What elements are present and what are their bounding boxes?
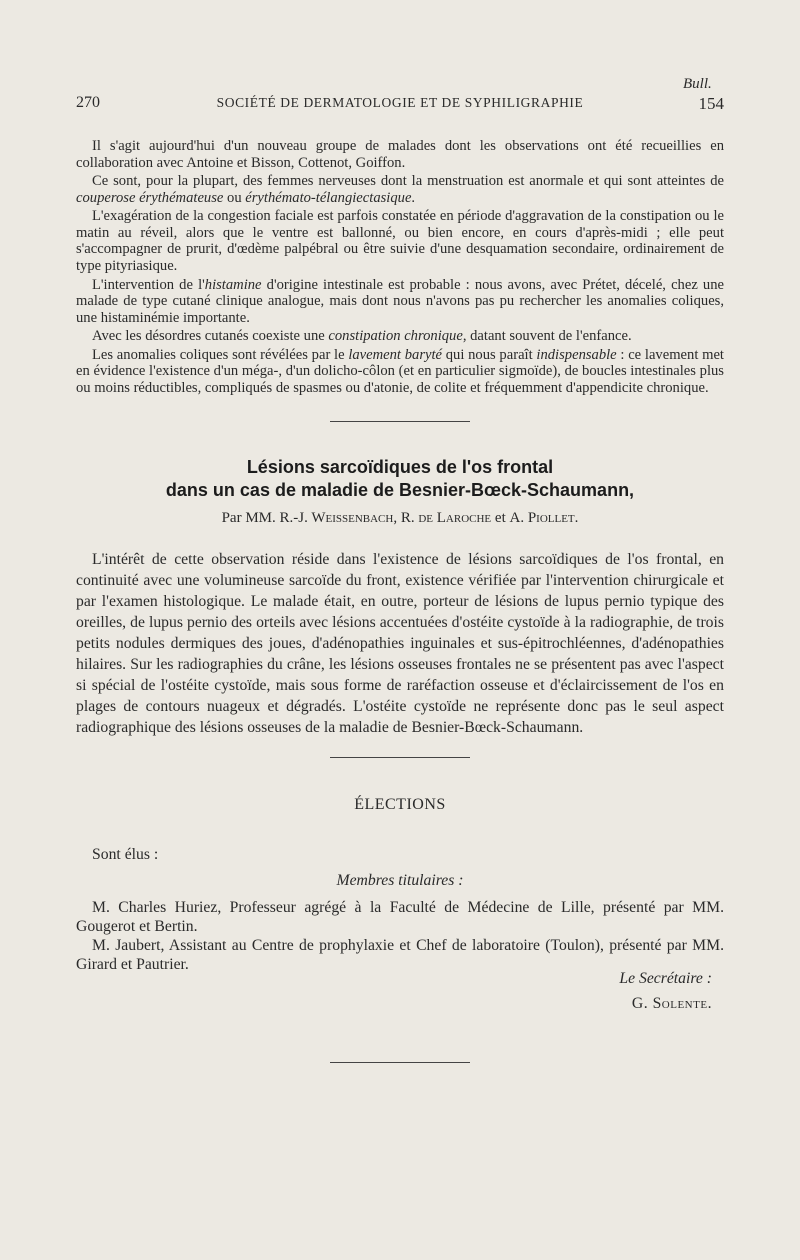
article-body — [76, 549, 724, 738]
article-title — [76, 456, 724, 502]
paragraph: L'intérêt de cette observation réside dans l'existence de lésions sarcoïdiques de l'os frontal, en continuité avec une volumineuse sarcoïde du front, existence vérifiée par l'intervention chirurgicale et par l'examen histologique. Le malade était, en outre, porteur de lésions de lupus pernio typique des oreilles, de lupus pernio des orteils avec lésions accentuées d'ostéite cystoïde à la radiographie, de trois petits nodules dermiques des joues, d'adénopathies inguinales et sus-épitrochléennes, d'adénopathies hilaires. Sur les radiographies du crâne, les lésions osseuses frontales ne se présentent pas avec l'aspect si spécial de l'ostéite cystoïde, mais sous forme de raréfaction osseuse et d'éclaircissement de l'os en plages de contours nuageux et dégradés. L'ostéite cystoïde ne représente donc pas le seul aspect radiographique des lésions osseuses de la maladie de Besnier-Bœck-Schaumann. — [76, 551, 724, 736]
paragraph: Les anomalies coliques sont révélées par le lavement baryté qui nous paraît indispensable : ce lavement met en évidence l'existence d'un méga-, d'un dolicho-côlon (et en particulier sigmoïde), de boucles intestinales plus ou moins réductibles, compliqués de spasmes ou d'atonie, de colite et fréquemment d'appendicite chronique. — [76, 346, 724, 396]
author-name: R. de Laroche — [400, 510, 492, 526]
elections-heading: ÉLECTIONS — [354, 796, 446, 813]
author-name: A. Piollet — [509, 510, 575, 526]
member-entry: M. Jaubert, Assistant au Centre de prophylaxie et Chef de laboratoire (Toulon), présenté par MM. Girard et Pautrier. — [76, 937, 724, 973]
membres-heading: Membres titulaires : — [336, 872, 464, 889]
paragraph: Ce sont, pour la plupart, des femmes nerveuses dont la menstruation est anormale et qui sont atteintes de couperose érythémateuse ou érythémato-télangiectasique. — [76, 173, 724, 206]
elected-label: Sont élus : — [92, 846, 159, 863]
page-number-left: 270 — [76, 94, 100, 111]
paragraph: L'exagération de la congestion faciale est parfois constatée en période d'aggravation de la constipation ou le matin au réveil, alors que le ventre est ballonné, ou bien encore, en cours d'après-midi ; elle peut s'accompagner de prurit, d'œdème palpébral ou être suivie d'une desquamation secondaire, ordinairement de type pityriasique. — [76, 208, 724, 274]
paragraph: L'intervention de l'histamine d'origine intestinale est probable : nous avons, avec Prétet, décelé, chez une malade de type cutané clinique analogue, mais dont nous n'avons pas pu rechercher les anomalies coliques, une histaminémie importante. — [76, 276, 724, 326]
running-header — [76, 94, 724, 118]
bulletin-label: Bull. — [683, 76, 712, 92]
section-divider — [330, 421, 470, 422]
title-line: Lésions sarcoïdiques de l'os frontal — [246, 457, 554, 477]
signature: G. Solente. — [631, 995, 712, 1012]
intro-section — [76, 138, 724, 399]
paragraph: Avec les désordres cutanés coexiste une constipation chronique, datant souvent de l'enfance. — [92, 328, 632, 345]
section-divider — [330, 757, 470, 758]
page-number-right: 154 — [698, 94, 724, 113]
article-authors: Par MM. R.-J. Weissenbach, R. de Laroche et A. Piollet. — [221, 510, 579, 526]
secretary-label: Le Secrétaire : — [619, 970, 712, 987]
section-divider — [330, 1062, 470, 1063]
author-name: R.-J. Weissenbach — [279, 510, 394, 526]
running-title: SOCIÉTÉ DE DERMATOLOGIE ET DE SYPHILIGRAPHIE — [216, 95, 584, 110]
paragraph: Il s'agit aujourd'hui d'un nouveau groupe de malades dont les observations ont été recueillies en collaboration avec Antoine et Bisson, Cottenot, Goiffon. — [76, 138, 724, 171]
title-line: dans un cas de maladie de Besnier-Bœck-Schaumann, — [165, 480, 635, 500]
members-list — [76, 898, 724, 974]
member-entry: M. Charles Huriez, Professeur agrégé à la Faculté de Médecine de Lille, présenté par MM. Gougerot et Bertin. — [76, 899, 724, 935]
